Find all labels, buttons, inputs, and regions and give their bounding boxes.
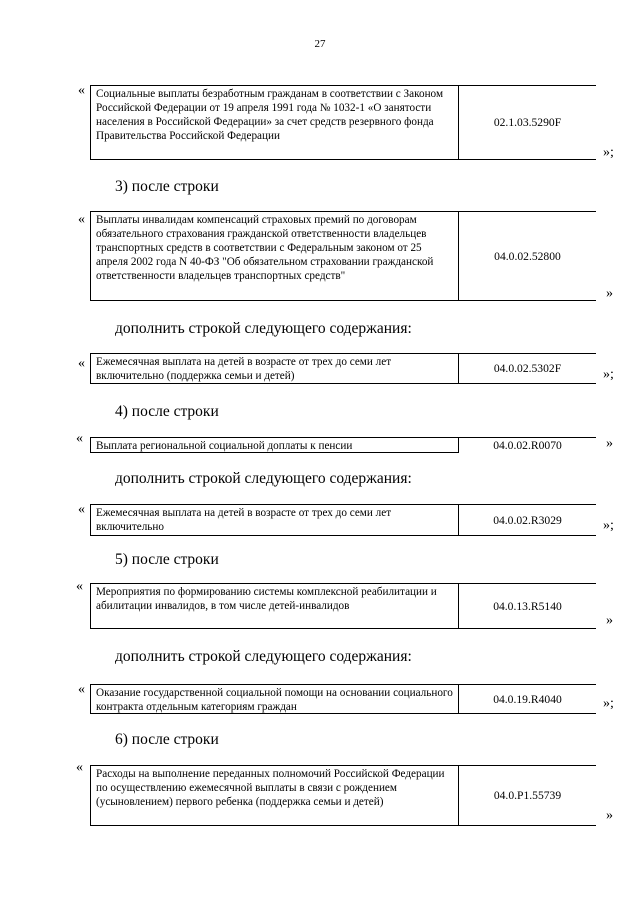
open-quote: «	[76, 579, 83, 594]
table-row	[90, 583, 596, 629]
row-code: 04.0.P1.55739	[493, 789, 562, 802]
table-row	[90, 85, 596, 160]
row-description: Оказание государственной социальной помощи на основании социального контракта отдельным категориям граждан	[91, 685, 459, 713]
row-description: Ежемесячная выплата на детей в возрасте от трех до семи лет включительно	[91, 505, 459, 535]
row-description: Расходы на выполнение переданных полномочий Российской Федерации по осуществлению ежемесячной выплаты в связи с рождением (усыновлением) первого ребенка (поддержка семьи и детей)	[91, 766, 459, 825]
table-row	[90, 211, 596, 301]
row-description: Выплата региональной социальной доплаты к пенсии	[91, 438, 459, 453]
row-code: 04.0.19.R4040	[493, 692, 562, 706]
section-heading: 6) после строки	[115, 731, 219, 748]
section-heading: 5) после строки	[115, 551, 219, 568]
close-quote: »;	[603, 367, 614, 382]
close-quote: »;	[603, 145, 614, 160]
row-code: 04.0.02.R0070	[493, 439, 562, 452]
row-description: Социальные выплаты безработным гражданам в соответствии с Законом Российской Федерации от 19 апреля 1991 года № 1032-1 «О занятости населения в Российской Федерации» за счет средств резервного фонда Правительства Российской Федерации	[91, 86, 459, 159]
open-quote: «	[78, 502, 85, 517]
close-quote: »	[606, 286, 613, 301]
open-quote: «	[76, 760, 83, 775]
row-code: 02.1.03.5290F	[493, 116, 562, 129]
open-quote: «	[78, 356, 85, 371]
row-code: 04.0.02.5302F	[493, 362, 562, 375]
close-quote: »	[606, 436, 613, 451]
row-code: 04.0.02.R3029	[493, 513, 562, 527]
instruction-text: дополнить строкой следующего содержания:	[115, 320, 412, 337]
table-row	[90, 437, 596, 453]
open-quote: «	[78, 682, 85, 697]
row-code: 04.0.13.R5140	[493, 599, 562, 613]
table-row	[90, 684, 596, 714]
close-quote: »;	[603, 518, 614, 533]
row-description: Мероприятия по формированию системы комплексной реабилитации и абилитации инвалидов, в том числе детей-инвалидов	[91, 584, 459, 628]
section-heading: 4) после строки	[115, 403, 219, 420]
open-quote: «	[78, 212, 85, 227]
row-description: Ежемесячная выплата на детей в возрасте от трех до семи лет включительно (поддержка семьи и детей)	[91, 354, 459, 383]
row-description: Выплаты инвалидам компенсаций страховых премий по договорам обязательного страхования гражданской ответственности владельцев транспортных средств в соответствии с Федеральным законом от 25 апреля 2002 года N 40-ФЗ "Об обязательном страховании гражданской ответственности владельцев транспортных средств"	[91, 212, 459, 300]
close-quote: »	[606, 808, 613, 823]
close-quote: »	[606, 613, 613, 628]
table-row	[90, 353, 596, 384]
row-code: 04.0.02.52800	[494, 249, 561, 263]
table-row	[90, 765, 596, 826]
open-quote: «	[78, 83, 85, 98]
instruction-text: дополнить строкой следующего содержания:	[115, 470, 412, 487]
section-heading: 3) после строки	[115, 178, 219, 195]
open-quote: «	[76, 431, 83, 446]
table-row	[90, 504, 596, 536]
close-quote: »;	[603, 696, 614, 711]
page-number: 27	[314, 38, 326, 50]
instruction-text: дополнить строкой следующего содержания:	[115, 648, 412, 665]
